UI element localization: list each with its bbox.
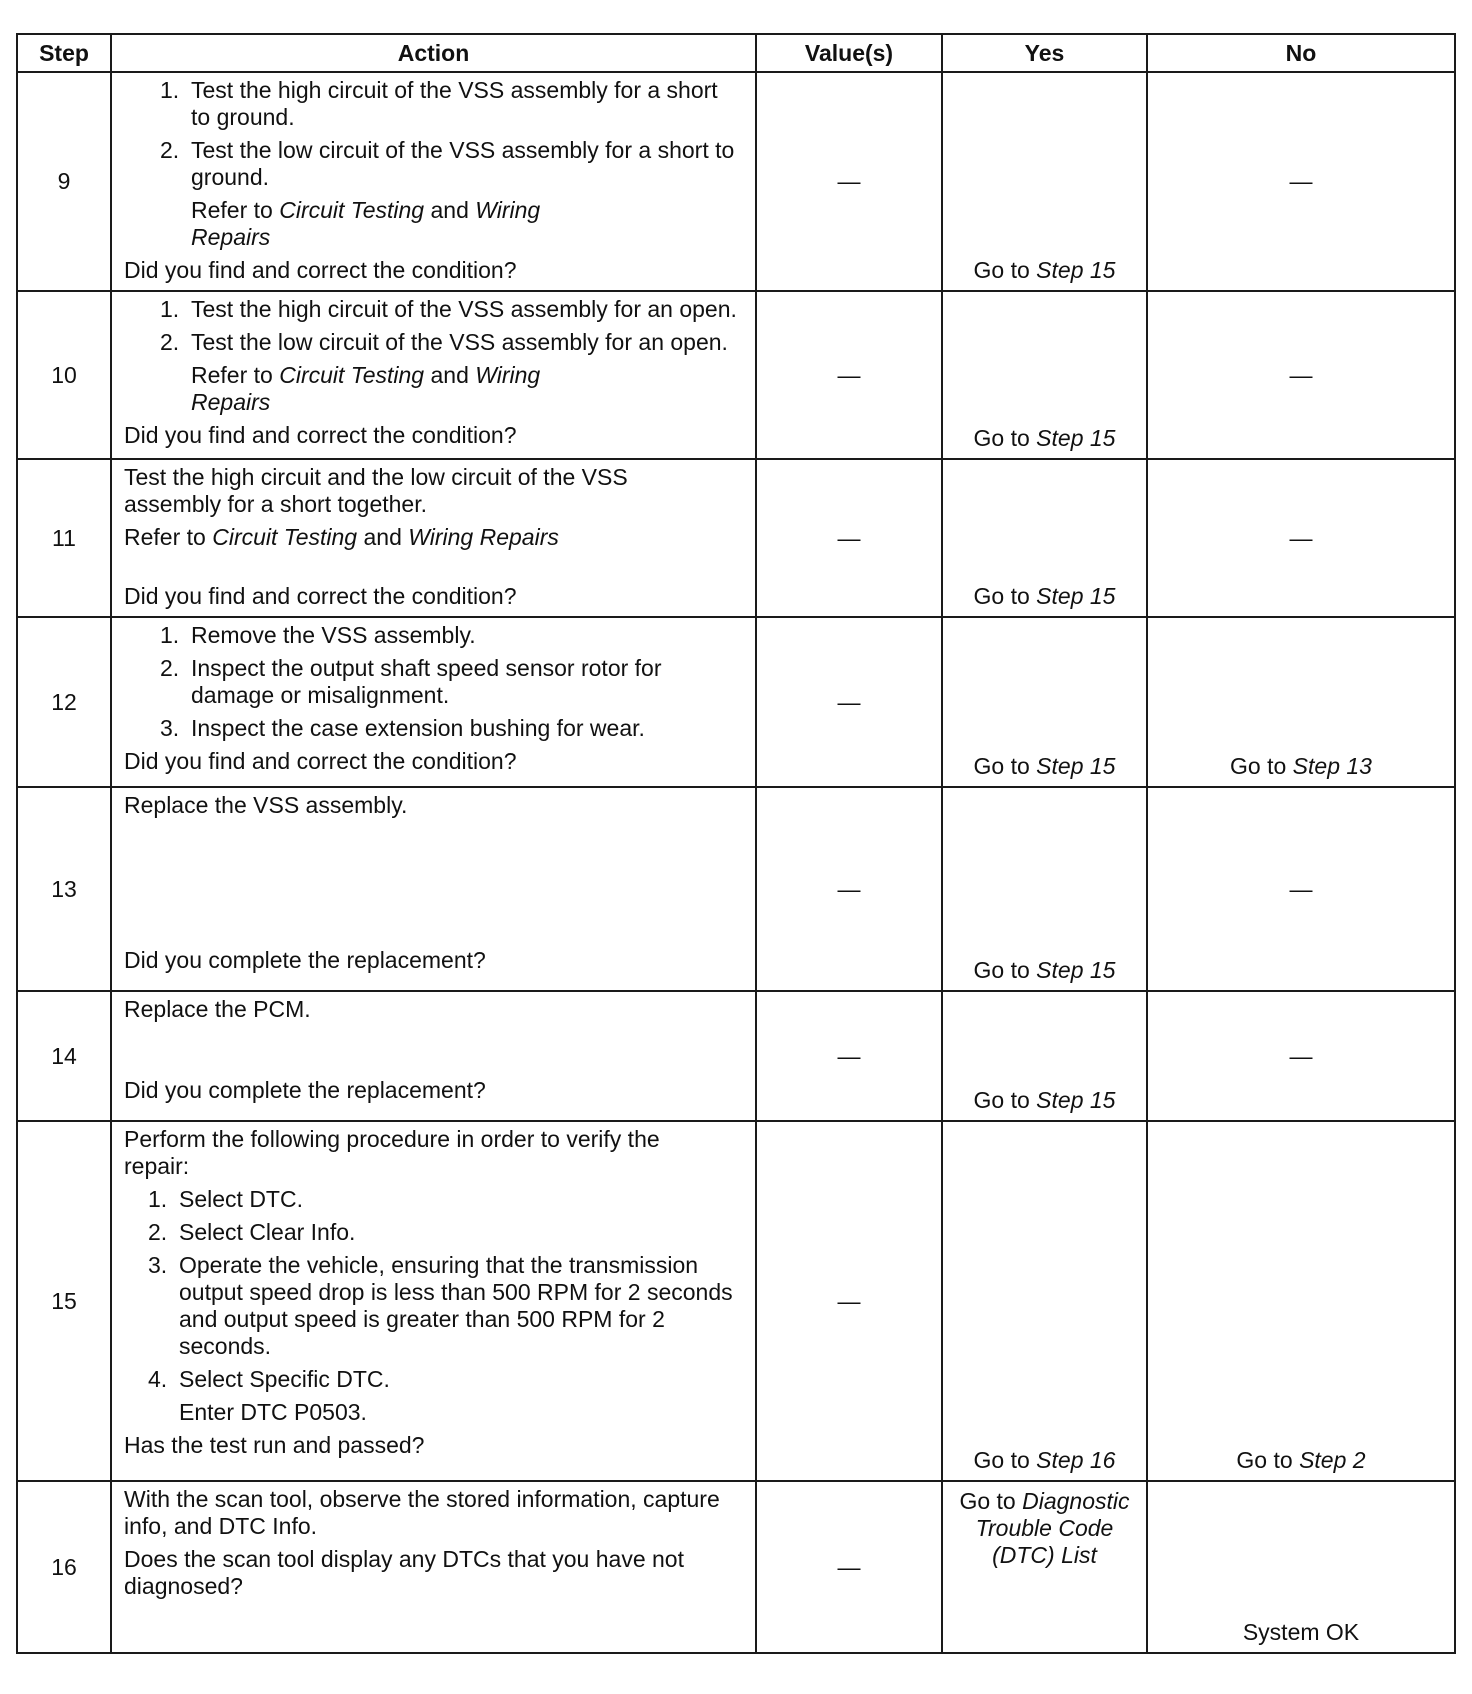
value-cell: [756, 291, 942, 459]
refer-prefix: Refer to: [124, 524, 206, 550]
link-step-15[interactable]: Step 15: [1036, 753, 1116, 779]
item-number: 2.: [148, 1219, 168, 1245]
go-to-label: Go to: [973, 257, 1030, 283]
action-cell: [111, 72, 756, 291]
value-cell: [756, 1481, 942, 1653]
action-cell: [111, 787, 756, 991]
link-step-2[interactable]: Step 2: [1299, 1447, 1366, 1473]
go-to-label: Go to: [1236, 1447, 1293, 1473]
question-text: Has the test run and passed?: [124, 1432, 425, 1458]
yes-cell[interactable]: [942, 617, 1147, 787]
action-text: Perform the following procedure in order to verify the repair:: [124, 1126, 660, 1179]
step-number: 10: [17, 291, 111, 459]
value-dash: —: [837, 524, 861, 551]
refer-and: and: [430, 362, 469, 388]
step-number: 9: [17, 72, 111, 291]
yes-cell[interactable]: [942, 459, 1147, 617]
diagnostic-table: [16, 33, 1456, 1654]
link-wiring-repairs[interactable]: Wiring Repairs: [191, 197, 541, 250]
no-dash: —: [1289, 361, 1313, 388]
item-number: 1.: [160, 622, 180, 648]
link-step-15[interactable]: Step 15: [1036, 425, 1116, 451]
step-number: 14: [17, 991, 111, 1121]
action-text: Replace the VSS assembly.: [124, 792, 408, 818]
action-item: Select Specific DTC.: [179, 1366, 390, 1392]
action-item: Operate the vehicle, ensuring that the transmission output speed drop is less than 500 RPM for 2 seconds and output speed is greater than 500 RPM for 2 seconds.: [179, 1252, 733, 1359]
table-row-step-15: [17, 1121, 1455, 1481]
no-dash: —: [1289, 1042, 1313, 1069]
link-step-15[interactable]: Step 15: [1036, 257, 1116, 283]
go-to-label: Go to: [973, 583, 1030, 609]
action-cell: [111, 291, 756, 459]
link-step-15[interactable]: Step 15: [1036, 957, 1116, 983]
header-yes: Yes: [942, 34, 1147, 72]
link-wiring-repairs[interactable]: Wiring Repairs: [408, 524, 559, 550]
item-number: 2.: [160, 329, 180, 355]
link-circuit-testing[interactable]: Circuit Testing: [279, 197, 425, 223]
yes-cell[interactable]: [942, 72, 1147, 291]
action-item: Select DTC.: [179, 1186, 303, 1212]
go-to-label: Go to: [973, 957, 1030, 983]
refer-note: [124, 362, 571, 416]
step-number: 11: [17, 459, 111, 617]
item-number: 1.: [160, 296, 180, 322]
link-step-13[interactable]: Step 13: [1292, 753, 1372, 779]
go-to-label: Go to: [973, 425, 1030, 451]
question-text: Does the scan tool display any DTCs that you have not diagnosed?: [124, 1546, 684, 1599]
action-item: Select Clear Info.: [179, 1219, 356, 1245]
action-item: Test the low circuit of the VSS assembly for an open.: [191, 329, 728, 355]
action-item: Inspect the output shaft speed sensor rotor for damage or misalignment.: [191, 655, 662, 708]
table-row-step-11: [17, 459, 1455, 617]
action-cell: [111, 1121, 756, 1481]
go-to-label: Go to: [1230, 753, 1287, 779]
action-text: Test the high circuit and the low circuit of the VSS assembly for a short together.: [124, 464, 628, 517]
question-text: Did you find and correct the condition?: [124, 257, 517, 283]
link-dtc-list[interactable]: Diagnostic Trouble Code (DTC) List: [975, 1488, 1130, 1568]
value-dash: —: [837, 688, 861, 715]
yes-cell[interactable]: [942, 991, 1147, 1121]
question-text: Did you find and correct the condition?: [124, 422, 517, 448]
refer-note: [124, 524, 743, 551]
action-item: Test the high circuit of the VSS assembly for a short to ground.: [191, 77, 718, 130]
action-item: Inspect the case extension bushing for wear.: [191, 715, 645, 741]
step-number: 15: [17, 1121, 111, 1481]
go-to-label: Go to: [973, 1447, 1030, 1473]
header-step: Step: [17, 34, 111, 72]
table-header-row: [17, 34, 1455, 72]
action-item: Remove the VSS assembly.: [191, 622, 476, 648]
yes-cell[interactable]: [942, 1121, 1147, 1481]
link-step-15[interactable]: Step 15: [1036, 583, 1116, 609]
go-to-label: Go to: [973, 753, 1030, 779]
item-number: 1.: [160, 77, 180, 103]
link-wiring-repairs[interactable]: Wiring Repairs: [191, 362, 541, 415]
go-to-label: Go to: [973, 1087, 1030, 1113]
question-text: Did you complete the replacement?: [124, 1077, 486, 1103]
question-text: Did you find and correct the condition?: [124, 583, 517, 609]
table-row-step-12: [17, 617, 1455, 787]
link-circuit-testing[interactable]: Circuit Testing: [279, 362, 425, 388]
refer-and: and: [363, 524, 402, 550]
item-number: 4.: [148, 1366, 168, 1392]
refer-and: and: [430, 197, 469, 223]
no-dash: —: [1289, 524, 1313, 551]
no-cell: [1147, 459, 1455, 617]
action-cell: [111, 991, 756, 1121]
table-row-step-16: [17, 1481, 1455, 1653]
action-item: Test the high circuit of the VSS assembly for an open.: [191, 296, 737, 322]
value-cell: [756, 72, 942, 291]
value-cell: [756, 1121, 942, 1481]
item-number: 3.: [148, 1252, 168, 1278]
item-number: 3.: [160, 715, 180, 741]
no-dash: —: [1289, 875, 1313, 902]
step-number: 13: [17, 787, 111, 991]
table-row-step-13: [17, 787, 1455, 991]
yes-cell[interactable]: [942, 787, 1147, 991]
link-circuit-testing[interactable]: Circuit Testing: [212, 524, 358, 550]
value-dash: —: [837, 168, 861, 194]
no-cell[interactable]: [1147, 1121, 1455, 1481]
value-dash: —: [837, 361, 861, 388]
table-row-step-9: [17, 72, 1455, 291]
item-number: 2.: [160, 655, 180, 681]
table-row-step-14: [17, 991, 1455, 1121]
value-dash: —: [837, 1042, 861, 1069]
question-text: Did you complete the replacement?: [124, 947, 486, 973]
value-cell: [756, 459, 942, 617]
question-text: Did you find and correct the condition?: [124, 748, 517, 774]
action-text: Replace the PCM.: [124, 996, 311, 1022]
action-cell: [111, 459, 756, 617]
refer-prefix: Refer to: [191, 362, 273, 388]
go-to-label: Go to: [959, 1488, 1016, 1514]
action-cell: [111, 1481, 756, 1653]
refer-prefix: Refer to: [191, 197, 273, 223]
no-cell: [1147, 991, 1455, 1121]
item-number: 1.: [148, 1186, 168, 1212]
no-cell: [1147, 72, 1455, 291]
header-no: No: [1147, 34, 1455, 72]
table-row-step-10: [17, 291, 1455, 459]
link-step-15[interactable]: Step 15: [1036, 1087, 1116, 1113]
value-dash: —: [837, 875, 861, 902]
value-cell: [756, 617, 942, 787]
system-ok-text: System OK: [1242, 1619, 1360, 1645]
no-cell: [1147, 291, 1455, 459]
value-dash: —: [837, 1287, 861, 1314]
action-subtext: Enter DTC P0503.: [179, 1399, 367, 1425]
link-step-16[interactable]: Step 16: [1036, 1447, 1116, 1473]
no-cell: [1147, 787, 1455, 991]
step-number: 12: [17, 617, 111, 787]
refer-note: [124, 197, 571, 251]
value-dash: —: [837, 1553, 861, 1580]
no-dash: —: [1289, 168, 1313, 194]
item-number: 2.: [160, 137, 180, 163]
header-values: Value(s): [756, 34, 942, 72]
yes-cell[interactable]: [942, 291, 1147, 459]
no-cell: [1147, 1481, 1455, 1653]
header-action: Action: [111, 34, 756, 72]
step-number: 16: [17, 1481, 111, 1653]
yes-cell[interactable]: [942, 1481, 1147, 1653]
action-cell: [111, 617, 756, 787]
action-item: Test the low circuit of the VSS assembly for a short to ground.: [191, 137, 735, 190]
no-cell[interactable]: [1147, 617, 1455, 787]
value-cell: [756, 787, 942, 991]
value-cell: [756, 991, 942, 1121]
action-text: With the scan tool, observe the stored information, capture info, and DTC Info.: [124, 1486, 720, 1539]
